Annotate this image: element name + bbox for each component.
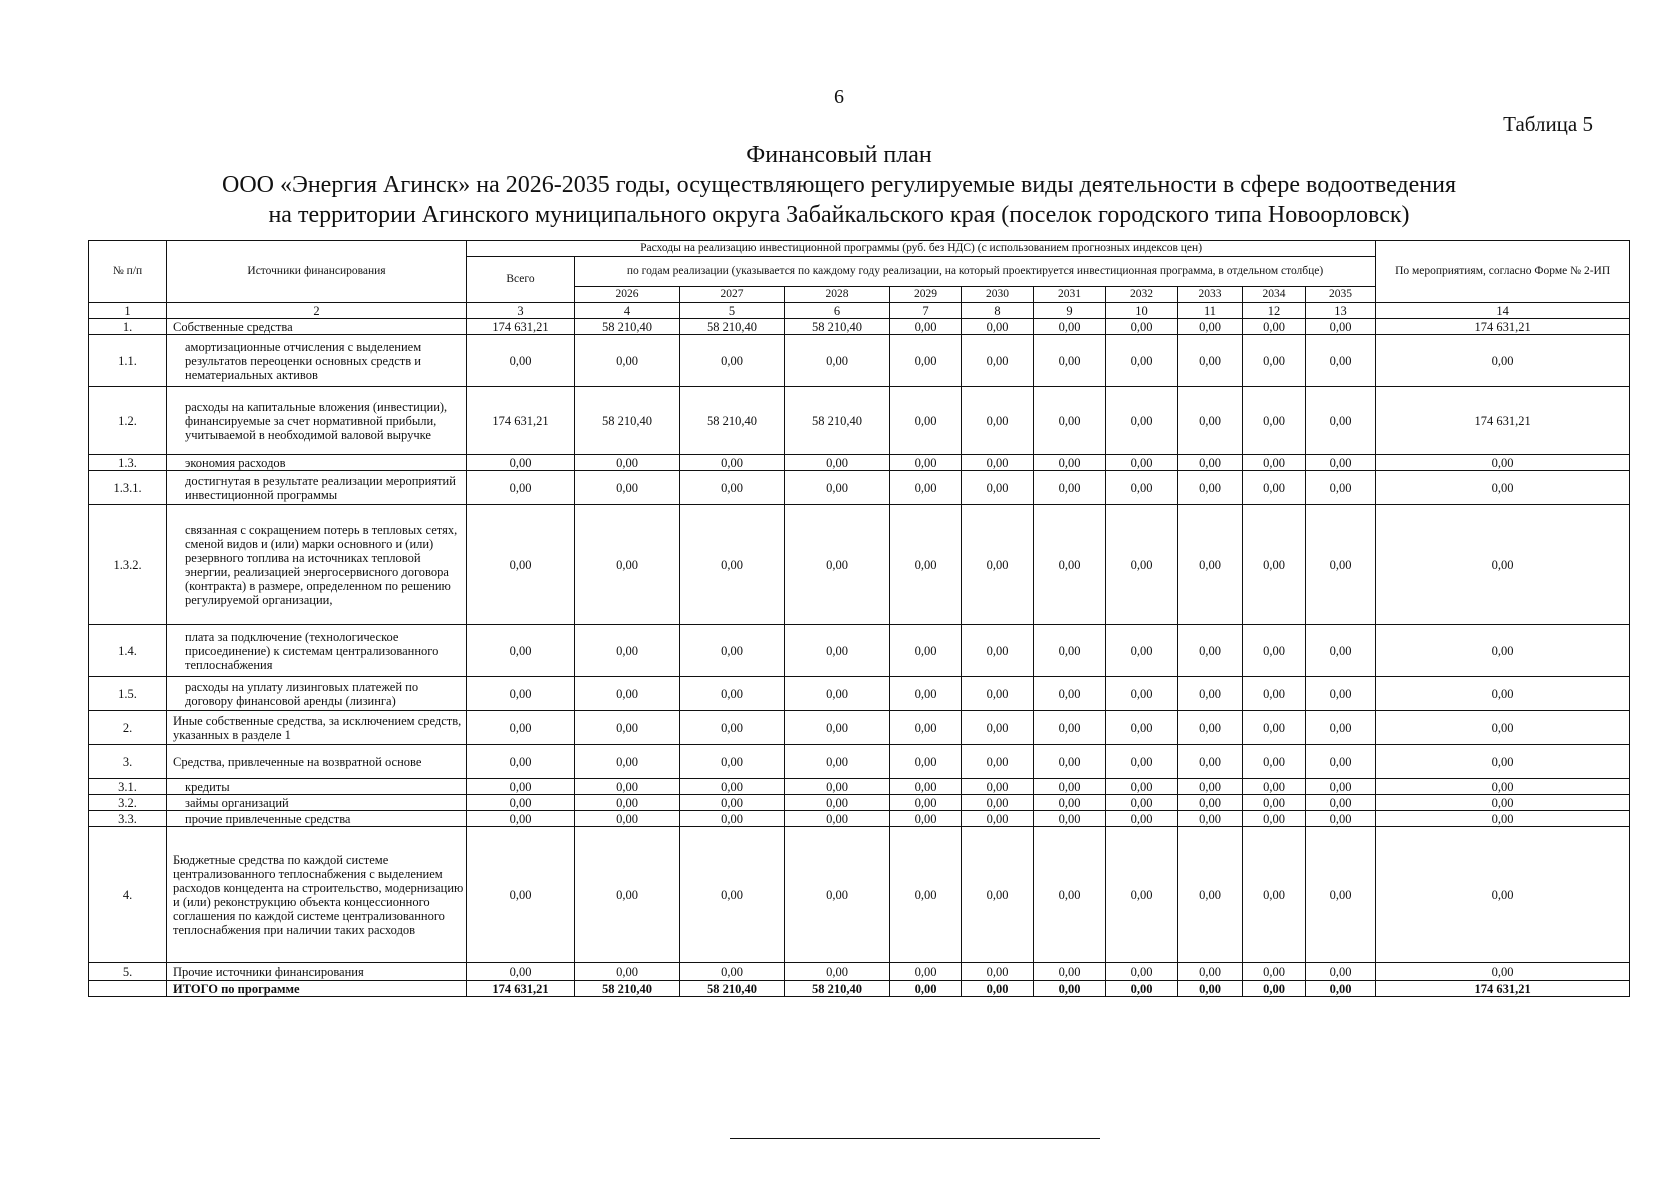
year-value-cell: 0,00 (1034, 387, 1106, 455)
year-value-cell: 0,00 (1178, 811, 1243, 827)
total-value-cell: 0,00 (467, 625, 575, 677)
bottom-divider-line (730, 1138, 1100, 1139)
row-number-cell: 1.3.1. (89, 471, 167, 505)
year-value-cell: 0,00 (575, 625, 680, 677)
year-value-cell: 0,00 (962, 335, 1034, 387)
per-measures-value-cell: 0,00 (1376, 811, 1630, 827)
year-value-cell: 0,00 (785, 963, 890, 981)
year-value-cell: 0,00 (1034, 319, 1106, 335)
year-value-cell: 0,00 (962, 779, 1034, 795)
year-value-cell: 0,00 (680, 795, 785, 811)
year-value-cell: 0,00 (1306, 677, 1376, 711)
total-value-cell: 0,00 (467, 711, 575, 745)
source-name-cell: прочие привлеченные средства (167, 811, 467, 827)
source-name-cell: Бюджетные средства по каждой системе централизованного теплоснабжения с выделением расходов концедента на строительство, модернизацию и (или) реконструкцию объекта концессионного соглашения по каждой системе централизованного теплоснабжения при наличии таких расходов (167, 827, 467, 963)
column-number-cell: 11 (1178, 303, 1243, 319)
source-name-cell: Прочие источники финансирования (167, 963, 467, 981)
total-value-cell: 0,00 (467, 677, 575, 711)
year-value-cell: 0,00 (1306, 335, 1376, 387)
year-value-cell: 0,00 (1306, 625, 1376, 677)
row-number-cell: 5. (89, 963, 167, 981)
year-value-cell: 0,00 (1243, 319, 1306, 335)
total-value-cell: 174 631,21 (467, 981, 575, 997)
year-value-cell: 0,00 (680, 811, 785, 827)
year-value-cell: 0,00 (1306, 471, 1376, 505)
year-value-cell: 0,00 (1034, 505, 1106, 625)
header-by-years: по годам реализации (указывается по каждому году реализации, на который проектируется инвестиционная программа, в отдельном столбце) (575, 257, 1376, 287)
total-value-cell: 0,00 (467, 455, 575, 471)
year-value-cell: 0,00 (1178, 827, 1243, 963)
year-value-cell: 0,00 (1243, 335, 1306, 387)
year-value-cell: 0,00 (962, 455, 1034, 471)
year-value-cell: 0,00 (1178, 981, 1243, 997)
total-value-cell: 174 631,21 (467, 387, 575, 455)
row-number-cell: 1.2. (89, 387, 167, 455)
year-value-cell: 0,00 (890, 319, 962, 335)
year-value-cell: 0,00 (1306, 963, 1376, 981)
year-value-cell: 0,00 (1243, 471, 1306, 505)
year-value-cell: 0,00 (1034, 963, 1106, 981)
year-value-cell: 0,00 (785, 335, 890, 387)
year-value-cell: 0,00 (575, 335, 680, 387)
year-value-cell: 0,00 (1243, 387, 1306, 455)
year-value-cell: 0,00 (1178, 335, 1243, 387)
per-measures-value-cell: 174 631,21 (1376, 319, 1630, 335)
header-year-2033: 2033 (1178, 287, 1243, 303)
year-value-cell: 58 210,40 (785, 981, 890, 997)
year-value-cell: 0,00 (1034, 455, 1106, 471)
year-value-cell: 0,00 (785, 745, 890, 779)
year-value-cell: 0,00 (1106, 677, 1178, 711)
year-value-cell: 0,00 (680, 963, 785, 981)
year-value-cell: 0,00 (962, 505, 1034, 625)
year-value-cell: 0,00 (890, 963, 962, 981)
year-value-cell: 0,00 (1306, 319, 1376, 335)
header-year-2031: 2031 (1034, 287, 1106, 303)
total-value-cell: 0,00 (467, 963, 575, 981)
year-value-cell: 0,00 (1034, 779, 1106, 795)
row-number-cell: 3.2. (89, 795, 167, 811)
year-value-cell: 0,00 (1178, 319, 1243, 335)
total-value-cell: 0,00 (467, 471, 575, 505)
year-value-cell: 0,00 (1034, 711, 1106, 745)
table-row (89, 455, 1630, 471)
year-value-cell: 0,00 (1034, 677, 1106, 711)
year-value-cell: 0,00 (575, 505, 680, 625)
year-value-cell: 0,00 (1106, 387, 1178, 455)
year-value-cell: 0,00 (1106, 745, 1178, 779)
year-value-cell: 0,00 (1306, 505, 1376, 625)
year-value-cell: 0,00 (1106, 795, 1178, 811)
column-number-cell: 7 (890, 303, 962, 319)
year-value-cell: 0,00 (785, 811, 890, 827)
year-value-cell: 0,00 (785, 779, 890, 795)
year-value-cell: 0,00 (680, 505, 785, 625)
year-value-cell: 0,00 (890, 455, 962, 471)
year-value-cell: 0,00 (1178, 779, 1243, 795)
column-number-cell: 4 (575, 303, 680, 319)
row-number-cell: 1.3. (89, 455, 167, 471)
column-number-cell: 3 (467, 303, 575, 319)
table-row (89, 677, 1630, 711)
row-number-cell: 1.3.2. (89, 505, 167, 625)
year-value-cell: 0,00 (1178, 677, 1243, 711)
table-row (89, 387, 1630, 455)
year-value-cell: 0,00 (1106, 779, 1178, 795)
year-value-cell: 0,00 (1306, 711, 1376, 745)
source-name-cell: амортизационные отчисления с выделением результатов переоценки основных средств и нематериальных активов (167, 335, 467, 387)
year-value-cell: 0,00 (1106, 471, 1178, 505)
year-value-cell: 0,00 (785, 711, 890, 745)
year-value-cell: 0,00 (1306, 779, 1376, 795)
year-value-cell: 58 210,40 (785, 319, 890, 335)
year-value-cell: 0,00 (1306, 811, 1376, 827)
year-value-cell: 0,00 (575, 677, 680, 711)
year-value-cell: 0,00 (1034, 471, 1106, 505)
year-value-cell: 0,00 (890, 471, 962, 505)
table-row (89, 795, 1630, 811)
year-value-cell: 0,00 (1243, 779, 1306, 795)
year-value-cell: 0,00 (575, 745, 680, 779)
year-value-cell: 0,00 (680, 335, 785, 387)
year-value-cell: 0,00 (785, 505, 890, 625)
year-value-cell: 0,00 (575, 963, 680, 981)
column-number-cell: 6 (785, 303, 890, 319)
year-value-cell: 0,00 (1178, 795, 1243, 811)
year-value-cell: 0,00 (1034, 827, 1106, 963)
page-number: 6 (834, 86, 844, 108)
row-number-cell: 3.1. (89, 779, 167, 795)
column-number-cell: 12 (1243, 303, 1306, 319)
row-number-cell: 1.5. (89, 677, 167, 711)
per-measures-value-cell: 0,00 (1376, 625, 1630, 677)
row-number-cell: 1.1. (89, 335, 167, 387)
per-measures-value-cell: 0,00 (1376, 745, 1630, 779)
year-value-cell: 0,00 (1034, 745, 1106, 779)
year-value-cell: 0,00 (1243, 505, 1306, 625)
source-name-cell: экономия расходов (167, 455, 467, 471)
year-value-cell: 0,00 (962, 387, 1034, 455)
year-value-cell: 58 210,40 (575, 981, 680, 997)
per-measures-value-cell: 0,00 (1376, 795, 1630, 811)
source-name-cell: связанная с сокращением потерь в тепловых сетях, сменой видов и (или) марки основного и (или) резервного топлива на источниках тепловой энергии, реализацией энергосервисного договора (контракта) в размере, определенном по решению регулируемой организации, (167, 505, 467, 625)
column-number-cell: 14 (1376, 303, 1630, 319)
column-number-cell: 9 (1034, 303, 1106, 319)
year-value-cell: 0,00 (1034, 335, 1106, 387)
per-measures-value-cell: 0,00 (1376, 677, 1630, 711)
year-value-cell: 0,00 (1243, 711, 1306, 745)
year-value-cell: 0,00 (680, 827, 785, 963)
year-value-cell: 0,00 (890, 505, 962, 625)
row-number-cell: 1.4. (89, 625, 167, 677)
year-value-cell: 0,00 (575, 795, 680, 811)
year-value-cell: 0,00 (1106, 335, 1178, 387)
year-value-cell: 0,00 (962, 471, 1034, 505)
table-row (89, 471, 1630, 505)
year-value-cell: 0,00 (890, 335, 962, 387)
column-number-cell: 8 (962, 303, 1034, 319)
source-name-cell: ИТОГО по программе (167, 981, 467, 997)
year-value-cell: 0,00 (785, 625, 890, 677)
year-value-cell: 0,00 (1106, 811, 1178, 827)
year-value-cell: 0,00 (962, 319, 1034, 335)
per-measures-value-cell: 0,00 (1376, 711, 1630, 745)
document-subtitle-line1: ООО «Энергия Агинск» на 2026-2035 годы, осуществляющего регулируемые виды деятельности в сфере водоотведения (221, 172, 1457, 198)
per-measures-value-cell: 0,00 (1376, 963, 1630, 981)
year-value-cell: 0,00 (680, 779, 785, 795)
year-value-cell: 0,00 (785, 455, 890, 471)
year-value-cell: 0,00 (785, 471, 890, 505)
year-value-cell: 0,00 (1243, 795, 1306, 811)
total-value-cell: 0,00 (467, 335, 575, 387)
header-total: Всего (467, 257, 575, 303)
year-value-cell: 58 210,40 (680, 387, 785, 455)
table-row (89, 811, 1630, 827)
source-name-cell: расходы на капитальные вложения (инвестиции), финансируемые за счет нормативной прибыли, учитываемой в необходимой валовой выручке (167, 387, 467, 455)
table-label: Таблица 5 (1503, 112, 1593, 136)
source-name-cell: займы организаций (167, 795, 467, 811)
year-value-cell: 58 210,40 (785, 387, 890, 455)
table-row (89, 963, 1630, 981)
per-measures-value-cell: 174 631,21 (1376, 981, 1630, 997)
year-value-cell: 0,00 (890, 795, 962, 811)
year-value-cell: 0,00 (1106, 827, 1178, 963)
source-name-cell: Иные собственные средства, за исключением средств, указанных в разделе 1 (167, 711, 467, 745)
financial-plan-table-wrapper (88, 240, 1629, 997)
year-value-cell: 0,00 (1243, 981, 1306, 997)
year-value-cell: 0,00 (680, 625, 785, 677)
year-value-cell: 0,00 (962, 745, 1034, 779)
year-value-cell: 0,00 (890, 677, 962, 711)
header-source: Источники финансирования (167, 241, 467, 303)
year-value-cell: 0,00 (962, 827, 1034, 963)
year-value-cell: 0,00 (890, 811, 962, 827)
year-value-cell: 0,00 (1106, 319, 1178, 335)
year-value-cell: 0,00 (1306, 981, 1376, 997)
total-value-cell: 0,00 (467, 779, 575, 795)
year-value-cell: 0,00 (1034, 811, 1106, 827)
year-value-cell: 0,00 (1178, 387, 1243, 455)
header-year-2027: 2027 (680, 287, 785, 303)
source-name-cell: плата за подключение (технологическое присоединение) к системам централизованного теплоснабжения (167, 625, 467, 677)
year-value-cell: 0,00 (962, 677, 1034, 711)
header-year-2030: 2030 (962, 287, 1034, 303)
title-block (0, 140, 1678, 230)
year-value-cell: 0,00 (1178, 505, 1243, 625)
year-value-cell: 0,00 (680, 711, 785, 745)
year-value-cell: 0,00 (1178, 745, 1243, 779)
total-value-cell: 0,00 (467, 745, 575, 779)
year-value-cell: 0,00 (575, 711, 680, 745)
year-value-cell: 0,00 (1243, 677, 1306, 711)
per-measures-value-cell: 0,00 (1376, 455, 1630, 471)
table-row (89, 625, 1630, 677)
header-year-2032: 2032 (1106, 287, 1178, 303)
header-year-2035: 2035 (1306, 287, 1376, 303)
document-subtitle-line2: на территории Агинского муниципального округа Забайкальского края (поселок городского типа Новоорловск) (268, 202, 1410, 228)
per-measures-value-cell: 174 631,21 (1376, 387, 1630, 455)
header-year-2029: 2029 (890, 287, 962, 303)
year-value-cell: 0,00 (962, 711, 1034, 745)
year-value-cell: 0,00 (575, 455, 680, 471)
year-value-cell: 0,00 (1306, 387, 1376, 455)
per-measures-value-cell: 0,00 (1376, 779, 1630, 795)
year-value-cell: 0,00 (890, 625, 962, 677)
year-value-cell: 0,00 (962, 963, 1034, 981)
year-value-cell: 0,00 (1106, 455, 1178, 471)
year-value-cell: 0,00 (1178, 711, 1243, 745)
total-value-cell: 0,00 (467, 811, 575, 827)
table-row (89, 745, 1630, 779)
column-number-cell: 10 (1106, 303, 1178, 319)
per-measures-value-cell: 0,00 (1376, 827, 1630, 963)
year-value-cell: 0,00 (680, 745, 785, 779)
year-value-cell: 58 210,40 (575, 319, 680, 335)
total-value-cell: 0,00 (467, 795, 575, 811)
year-value-cell: 0,00 (575, 779, 680, 795)
year-value-cell: 0,00 (1178, 455, 1243, 471)
column-number-cell: 2 (167, 303, 467, 319)
row-number-cell: 1. (89, 319, 167, 335)
financial-plan-table (88, 240, 1630, 997)
year-value-cell: 58 210,40 (680, 319, 785, 335)
table-row (89, 319, 1630, 335)
year-value-cell: 0,00 (890, 711, 962, 745)
year-value-cell: 0,00 (680, 471, 785, 505)
source-name-cell: расходы на уплату лизинговых платежей по договору финансовой аренды (лизинга) (167, 677, 467, 711)
year-value-cell: 0,00 (1306, 827, 1376, 963)
year-value-cell: 58 210,40 (680, 981, 785, 997)
year-value-cell: 0,00 (1106, 963, 1178, 981)
document-title: Финансовый план (746, 142, 932, 168)
row-number-cell (89, 981, 167, 997)
year-value-cell: 0,00 (785, 795, 890, 811)
year-value-cell: 0,00 (1306, 455, 1376, 471)
header-year-2034: 2034 (1243, 287, 1306, 303)
row-number-cell: 4. (89, 827, 167, 963)
table-row (89, 505, 1630, 625)
header-year-2028: 2028 (785, 287, 890, 303)
column-number-cell: 13 (1306, 303, 1376, 319)
year-value-cell: 0,00 (680, 677, 785, 711)
year-value-cell: 0,00 (890, 779, 962, 795)
row-number-cell: 2. (89, 711, 167, 745)
year-value-cell: 0,00 (1034, 981, 1106, 997)
year-value-cell: 0,00 (1243, 745, 1306, 779)
total-value-cell: 0,00 (467, 505, 575, 625)
year-value-cell: 0,00 (1243, 455, 1306, 471)
year-value-cell: 0,00 (1243, 625, 1306, 677)
header-num: № п/п (89, 241, 167, 303)
row-number-cell: 3. (89, 745, 167, 779)
year-value-cell: 0,00 (1106, 505, 1178, 625)
year-value-cell: 0,00 (890, 387, 962, 455)
total-value-cell: 174 631,21 (467, 319, 575, 335)
year-value-cell: 0,00 (1178, 625, 1243, 677)
year-value-cell: 0,00 (1306, 745, 1376, 779)
year-value-cell: 0,00 (1106, 711, 1178, 745)
year-value-cell: 0,00 (1306, 795, 1376, 811)
row-number-cell: 3.3. (89, 811, 167, 827)
year-value-cell: 0,00 (1034, 795, 1106, 811)
year-value-cell: 0,00 (1178, 471, 1243, 505)
source-name-cell: достигнутая в результате реализации мероприятий инвестиционной программы (167, 471, 467, 505)
year-value-cell: 0,00 (1243, 827, 1306, 963)
year-value-cell: 0,00 (1178, 963, 1243, 981)
year-value-cell: 0,00 (962, 811, 1034, 827)
year-value-cell: 0,00 (890, 827, 962, 963)
year-value-cell: 0,00 (680, 455, 785, 471)
year-value-cell: 0,00 (575, 471, 680, 505)
year-value-cell: 0,00 (1243, 811, 1306, 827)
source-name-cell: Средства, привлеченные на возвратной основе (167, 745, 467, 779)
year-value-cell: 0,00 (890, 745, 962, 779)
year-value-cell: 0,00 (575, 811, 680, 827)
table-row (89, 779, 1630, 795)
year-value-cell: 0,00 (1243, 963, 1306, 981)
header-year-2026: 2026 (575, 287, 680, 303)
year-value-cell: 0,00 (962, 795, 1034, 811)
year-value-cell: 0,00 (785, 827, 890, 963)
per-measures-value-cell: 0,00 (1376, 335, 1630, 387)
year-value-cell: 0,00 (962, 625, 1034, 677)
year-value-cell: 0,00 (785, 677, 890, 711)
column-number-cell: 1 (89, 303, 167, 319)
year-value-cell: 58 210,40 (575, 387, 680, 455)
header-expenses: Расходы на реализацию инвестиционной программы (руб. без НДС) (с использованием прогнозных индексов цен) (467, 241, 1376, 257)
year-value-cell: 0,00 (962, 981, 1034, 997)
column-number-cell: 5 (680, 303, 785, 319)
year-value-cell: 0,00 (1106, 981, 1178, 997)
header-per-measures: По мероприятиям, согласно Форме № 2-ИП (1376, 241, 1630, 303)
table-row (89, 335, 1630, 387)
per-measures-value-cell: 0,00 (1376, 505, 1630, 625)
source-name-cell: кредиты (167, 779, 467, 795)
year-value-cell: 0,00 (1034, 625, 1106, 677)
total-value-cell: 0,00 (467, 827, 575, 963)
year-value-cell: 0,00 (575, 827, 680, 963)
year-value-cell: 0,00 (890, 981, 962, 997)
per-measures-value-cell: 0,00 (1376, 471, 1630, 505)
table-row (89, 711, 1630, 745)
source-name-cell: Собственные средства (167, 319, 467, 335)
year-value-cell: 0,00 (1106, 625, 1178, 677)
table-row (89, 827, 1630, 963)
total-row (89, 981, 1630, 997)
